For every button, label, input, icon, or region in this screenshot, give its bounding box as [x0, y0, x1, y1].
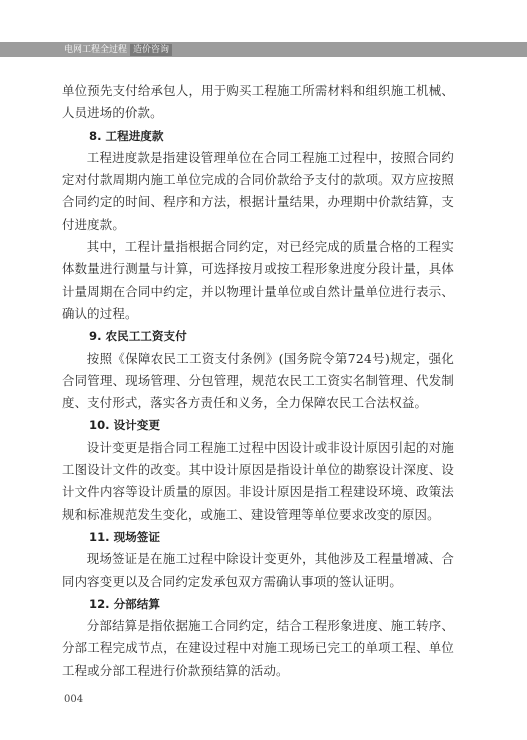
body-paragraph: 分部结算是指依据施工合同约定，结合工程形象进度、施工转序、分部工程完成节点，在建设过程中对施工现场已完工的单项工程、单位工程或分部工程进行价款预结算的活动。 — [62, 618, 454, 678]
section-heading: 12. 分部结算 — [89, 596, 160, 611]
page-body — [62, 80, 454, 682]
running-header — [64, 44, 172, 56]
page-number: 004 — [64, 694, 84, 705]
header-subtitle: 造价咨询 — [130, 44, 172, 56]
section-heading: 10. 设计变更 — [89, 418, 160, 433]
body-paragraph: 按照《保障农民工工资支付条例》(国务院令第724号)规定，强化合同管理、现场管理、分包管理，规范农民工工资实名制管理、代发制度、支付形式，落实各方责任和义务，全力保障农民工合法权益。 — [62, 350, 454, 411]
header-title: 电网工程全过程 — [64, 45, 128, 55]
section-heading: 9. 农民工工资支付 — [89, 329, 187, 344]
body-paragraph: 现场签证是在施工过程中除设计变更外，其他涉及工程量增减、合同内容变更以及合同约定发承包双方需确认事项的签认证明。 — [62, 551, 454, 589]
body-paragraph: 工程进度款是指建设管理单位在合同工程施工过程中，按照合同约定对付款周期内施工单位完成的合同价款给予支付的款项。双方应按照合同约定的时间、程序和方法，根据计量结果，办理期中价款结算，支付进度款。 — [62, 149, 454, 232]
body-paragraph: 单位预先支付给承包人，用于购买工程施工所需材料和组织施工机械、人员进场的价款。 — [62, 83, 454, 121]
section-heading: 11. 现场签证 — [89, 529, 160, 544]
section-heading: 8. 工程进度款 — [89, 128, 164, 143]
body-paragraph: 设计变更是指合同工程施工过程中因设计或非设计原因引起的对施工图设计文件的改变。其中设计原因是指设计单位的勘察设计深度、设计文件内容等设计质量的原因。非设计原因是指工程建设环境、政策法规和标准规范发生变化，或施工、建设管理等单位要求改变的原因。 — [62, 439, 454, 522]
body-paragraph: 其中，工程计量指根据合同约定，对已经完成的质量合格的工程实体数量进行测量与计算，可选择按月或按工程形象进度分段计量，具体计量周期在合同中约定，并以物理计量单位或自然计量单位进行表示、确认的过程。 — [62, 239, 454, 321]
